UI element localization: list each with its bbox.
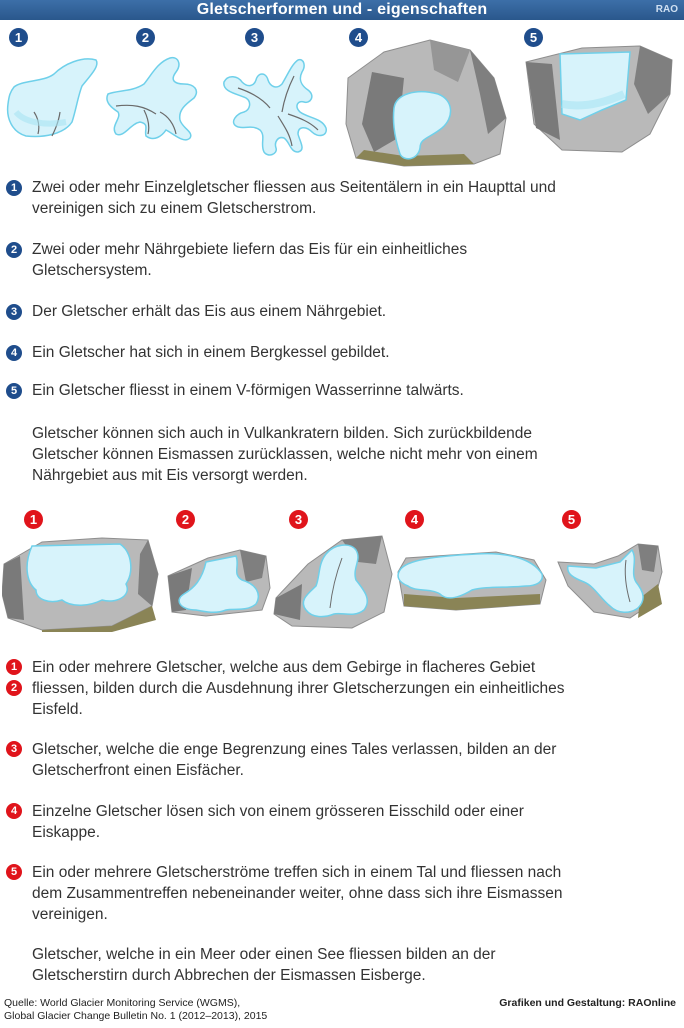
- bottom-item-4-line-1: Einzelne Gletscher lösen sich von einem grösseren Eisschild oder einer: [32, 803, 524, 820]
- source-line-2: Global Glacier Change Bulletin No. 1 (2012–2013), 2015: [4, 1010, 268, 1022]
- bottom-item-4-line-2: Eiskappe.: [32, 824, 101, 841]
- top-item-4-line-1: Ein Gletscher hat sich in einem Bergkessel gebildet.: [32, 344, 390, 361]
- bottom-item-3-line-2: Gletscherfront einen Eisfächer.: [32, 762, 244, 779]
- top-note-line-3: Nährgebiet aus mit Eis versorgt werden.: [32, 467, 308, 484]
- bottom-item-badge-2: 2: [6, 680, 22, 696]
- glacier-illustration-2: [104, 54, 204, 144]
- bottom-badge-3: 3: [289, 510, 308, 529]
- top-item-badge-2: 2: [6, 242, 22, 258]
- top-item-4-text: [32, 342, 390, 363]
- bottom-item-5-line-3: vereinigen.: [32, 906, 108, 923]
- bottom-note-line-2: Gletscherstirn durch Abbrechen der Eismassen Eisberge.: [32, 967, 426, 984]
- bottom-item-1-line-1: Ein oder mehrere Gletscher, welche aus dem Gebirge in flacheres Gebiet: [32, 659, 536, 676]
- top-badge-2: 2: [136, 28, 155, 47]
- credit-line: Grafiken und Gestaltung: RAOnline: [499, 997, 676, 1009]
- top-item-5-line-1: Ein Gletscher fliesst in einem V-förmigen Wasserrinne talwärts.: [32, 382, 464, 399]
- bottom-item-5-text: [32, 862, 562, 925]
- header-bar: [0, 0, 684, 20]
- top-item-badge-3: 3: [6, 304, 22, 320]
- rao-logo: RAO: [655, 4, 678, 15]
- top-item-3-line-1: Der Gletscher erhält das Eis aus einem Nährgebiet.: [32, 303, 387, 320]
- bottom-note-line-1: Gletscher, welche in ein Meer oder einen See fliessen bilden an der: [32, 946, 496, 963]
- top-note-line-2: Gletscher können Eismassen zurücklassen, welche nicht mehr von einem: [32, 446, 538, 463]
- valley-glacier-illustration-5: [522, 44, 674, 156]
- top-item-1-line-2: vereinigen sich zu einem Gletscherstrom.: [32, 200, 317, 217]
- piedmont-glacier-illustration-1: [2, 534, 160, 632]
- bottom-item-3-line-1: Gletscher, welche die enge Begrenzung eines Tales verlassen, bilden an der: [32, 741, 557, 758]
- bottom-item-badge-3: 3: [6, 741, 22, 757]
- bottom-item-3-text: [32, 739, 556, 781]
- bottom-item-4-text: [32, 801, 524, 843]
- bottom-item-1-line-3: Eisfeld.: [32, 701, 83, 718]
- cirque-glacier-illustration-4: [344, 38, 508, 170]
- top-item-badge-1: 1: [6, 180, 22, 196]
- glacier-illustration-3: [218, 56, 332, 162]
- top-item-2-line-2: Gletschersystem.: [32, 262, 152, 279]
- top-note: [32, 423, 538, 486]
- top-badge-4: 4: [349, 28, 368, 47]
- bottom-item-badge-4: 4: [6, 803, 22, 819]
- bottom-badge-1: 1: [24, 510, 43, 529]
- glacier-illustration-1: [4, 52, 104, 142]
- bottom-badge-5: 5: [562, 510, 581, 529]
- bottom-item-5-line-1: Ein oder mehrere Gletscherströme treffen sich in einem Tal und fliessen nach: [32, 864, 562, 881]
- top-item-badge-4: 4: [6, 345, 22, 361]
- bottom-item-1-line-2: fliessen, bilden durch die Ausdehnung ihrer Gletscherzungen ein einheitliches: [32, 680, 565, 697]
- piedmont-glacier-illustration-2: [166, 548, 272, 618]
- expanded-foot-glacier-illustration-3: [272, 534, 394, 630]
- source-citation: [4, 997, 267, 1023]
- source-line-1: Quelle: World Glacier Monitoring Service (WGMS),: [4, 997, 241, 1009]
- bottom-badge-2: 2: [176, 510, 195, 529]
- top-badge-3: 3: [245, 28, 264, 47]
- top-item-3-text: [32, 301, 386, 322]
- top-note-line-1: Gletscher können sich auch in Vulkankratern bilden. Sich zurückbildende: [32, 425, 533, 442]
- bottom-badge-4: 4: [405, 510, 424, 529]
- top-item-5-text: [32, 380, 464, 401]
- top-item-2-line-1: Zwei oder mehr Nährgebiete liefern das Eis für ein einheitliches: [32, 241, 468, 258]
- top-item-1-text: [32, 177, 556, 219]
- top-badge-1: 1: [9, 28, 28, 47]
- bottom-item-badge-1: 1: [6, 659, 22, 675]
- top-item-1-line-1: Zwei oder mehr Einzelgletscher fliessen aus Seitentälern in ein Haupttal und: [32, 179, 556, 196]
- page-title: Gletscherformen und - eigenschaften: [196, 1, 488, 18]
- bottom-note: [32, 944, 496, 986]
- top-item-2-text: [32, 239, 467, 281]
- bottom-item-1-text: [32, 657, 565, 720]
- top-item-badge-5: 5: [6, 383, 22, 399]
- ice-cap-outlet-illustration-4: [396, 546, 548, 612]
- top-badge-5: 5: [524, 28, 543, 47]
- bottom-item-5-line-2: dem Zusammentreffen nebeneinander weiter, ohne dass sich ihre Eismassen: [32, 885, 563, 902]
- bottom-item-badge-5: 5: [6, 864, 22, 880]
- confluent-glacier-illustration-5: [554, 542, 666, 620]
